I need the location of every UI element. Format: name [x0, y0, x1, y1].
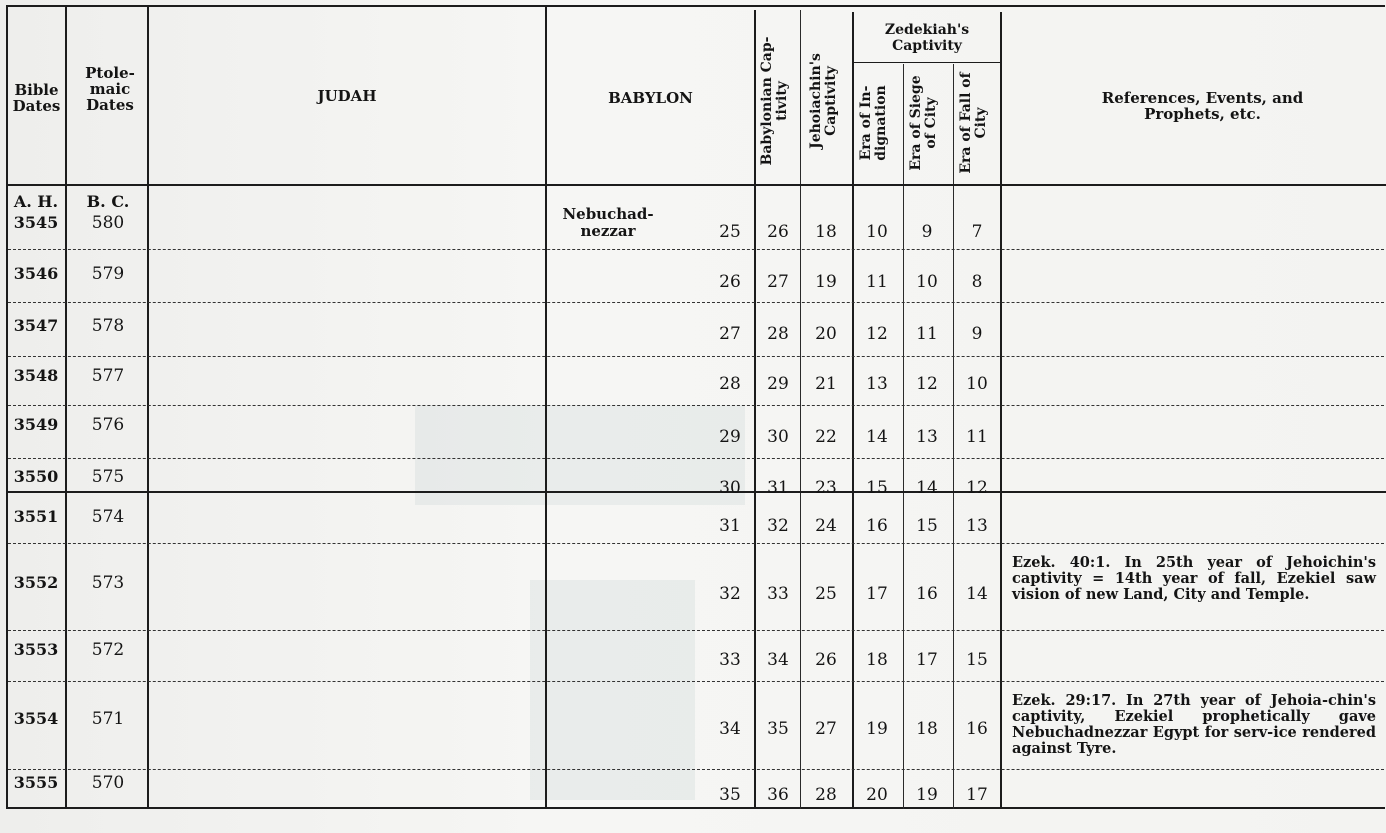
cell-fall: 8	[971, 272, 983, 292]
cell-am: 3547	[13, 316, 59, 335]
reference-ezek-40: Ezek. 40:1. In 25th year of Jehoichin's captivity = 14th year of fall, Ezekiel saw vision of new Land, City and Temple.	[1012, 554, 1376, 603]
header-zedekiah-captivity: Zedekiah's Captivity	[884, 22, 970, 54]
cell-fall: 12	[966, 478, 988, 498]
row-separator	[8, 405, 1384, 406]
cell-bc: 579	[91, 264, 125, 284]
cell-bc: 572	[91, 640, 125, 660]
cell-jeh: 23	[815, 478, 837, 498]
cell-am: 3554	[13, 709, 59, 728]
cell-bab: 32	[767, 516, 789, 536]
cell-siege: 19	[916, 785, 938, 805]
cell-am: 3552	[13, 573, 59, 592]
cell-siege: 15	[916, 516, 938, 536]
unit-am: A. H.	[13, 192, 59, 211]
cell-fall: 13	[966, 516, 988, 536]
cell-fall: 9	[971, 324, 983, 344]
cell-ind: 15	[866, 478, 888, 498]
cell-fall: 10	[966, 374, 988, 394]
cell-fall: 16	[966, 719, 988, 739]
header-babylonian-captivity: Babylonian Cap-tivity	[759, 36, 790, 166]
cell-fall: 7	[971, 222, 983, 242]
cell-bab: 27	[767, 272, 789, 292]
column-rule	[852, 12, 854, 809]
cell-bc: 570	[91, 773, 125, 793]
row-separator	[8, 302, 1384, 303]
cell-siege: 13	[916, 427, 938, 447]
cell-am: 3551	[13, 507, 59, 526]
cell-bab: 29	[767, 374, 789, 394]
cell-jeh: 25	[815, 584, 837, 604]
zedekiah-subheader-rule	[852, 62, 1002, 63]
cell-am: 3555	[13, 773, 59, 792]
cell-bc: 573	[91, 573, 125, 593]
column-rule	[545, 5, 547, 809]
cell-bc: 571	[91, 709, 125, 729]
cell-siege: 17	[916, 650, 938, 670]
cell-jeh: 21	[815, 374, 837, 394]
cell-am: 3545	[13, 213, 59, 232]
cell-fall: 11	[966, 427, 988, 447]
column-rule	[754, 10, 756, 809]
cell-bab: 28	[767, 324, 789, 344]
section-rule	[6, 491, 1386, 493]
cell-fall: 14	[966, 584, 988, 604]
cell-ind: 12	[866, 324, 888, 344]
cell-bab: 31	[767, 478, 789, 498]
row-separator	[8, 769, 1384, 770]
cell-jeh: 20	[815, 324, 837, 344]
cell-siege: 11	[916, 324, 938, 344]
cell-reign: 35	[719, 785, 741, 805]
cell-reign: 32	[719, 584, 741, 604]
cell-ind: 10	[866, 222, 888, 242]
cell-siege: 10	[916, 272, 938, 292]
cell-bab: 34	[767, 650, 789, 670]
cell-reign: 30	[719, 478, 741, 498]
cell-bc: 578	[91, 316, 125, 336]
cell-bab: 26	[767, 222, 789, 242]
header-ptolemaic-dates: Ptole-maic Dates	[85, 64, 135, 114]
header-rule	[6, 184, 1386, 186]
cell-siege: 12	[916, 374, 938, 394]
row-separator	[8, 681, 1384, 682]
cell-siege: 18	[916, 719, 938, 739]
cell-jeh: 26	[815, 650, 837, 670]
header-era-fall: Era of Fall of City	[958, 72, 989, 174]
cell-jeh: 27	[815, 719, 837, 739]
cell-reign: 31	[719, 516, 741, 536]
cell-bab: 33	[767, 584, 789, 604]
cell-jeh: 18	[815, 222, 837, 242]
column-rule	[800, 10, 801, 809]
unit-bc: B. C.	[86, 192, 130, 211]
header-references: References, Events, and Prophets, etc.	[1101, 89, 1304, 123]
cell-ind: 19	[866, 719, 888, 739]
cell-fall: 17	[966, 785, 988, 805]
column-rule	[65, 5, 67, 809]
cell-jeh: 22	[815, 427, 837, 447]
cell-ind: 16	[866, 516, 888, 536]
cell-reign: 25	[719, 222, 741, 242]
cell-am: 3553	[13, 640, 59, 659]
babylon-king-name: Nebuchad-nezzar	[562, 205, 654, 240]
cell-bc: 576	[91, 415, 125, 435]
header-era-indignation: Era of In-dignation	[858, 85, 889, 161]
cell-am: 3546	[13, 264, 59, 283]
row-separator	[8, 543, 1384, 544]
cell-jeh: 19	[815, 272, 837, 292]
cell-reign: 27	[719, 324, 741, 344]
cell-ind: 14	[866, 427, 888, 447]
header-jehoiachin-captivity: Jehoiachin's Captivity	[808, 53, 839, 149]
cell-siege: 16	[916, 584, 938, 604]
cell-ind: 18	[866, 650, 888, 670]
cell-am: 3549	[13, 415, 59, 434]
header-babylon: BABYLON	[608, 89, 693, 107]
cell-jeh: 28	[815, 785, 837, 805]
cell-bc: 577	[91, 366, 125, 386]
cell-ind: 20	[866, 785, 888, 805]
cell-reign: 34	[719, 719, 741, 739]
cell-siege: 14	[916, 478, 938, 498]
table-frame	[6, 5, 1385, 809]
cell-ind: 13	[866, 374, 888, 394]
cell-bc: 580	[91, 213, 125, 233]
cell-am: 3550	[13, 467, 59, 486]
cell-bc: 574	[91, 507, 125, 527]
column-rule	[1000, 12, 1002, 809]
cell-bab: 35	[767, 719, 789, 739]
reference-ezek-29: Ezek. 29:17. In 27th year of Jehoia-chin's captivity, Ezekiel prophetically gave Nebuchadnezzar Egypt for serv-ice rendered against Tyre.	[1012, 692, 1376, 757]
cell-bab: 30	[767, 427, 789, 447]
header-era-siege: Era of Siege of City	[908, 75, 939, 171]
header-bible-dates: Bible Dates	[12, 81, 61, 115]
cell-reign: 29	[719, 427, 741, 447]
cell-bab: 36	[767, 785, 789, 805]
row-separator	[8, 356, 1384, 357]
cell-jeh: 24	[815, 516, 837, 536]
cell-reign: 28	[719, 374, 741, 394]
cell-ind: 11	[866, 272, 888, 292]
header-judah: JUDAH	[317, 87, 377, 105]
row-separator	[8, 630, 1384, 631]
row-separator	[8, 458, 1384, 459]
cell-am: 3548	[13, 366, 59, 385]
cell-reign: 33	[719, 650, 741, 670]
column-rule	[147, 5, 149, 809]
cell-siege: 9	[921, 222, 933, 242]
cell-bc: 575	[91, 467, 125, 487]
row-separator	[8, 249, 1384, 250]
cell-reign: 26	[719, 272, 741, 292]
cell-ind: 17	[866, 584, 888, 604]
cell-fall: 15	[966, 650, 988, 670]
